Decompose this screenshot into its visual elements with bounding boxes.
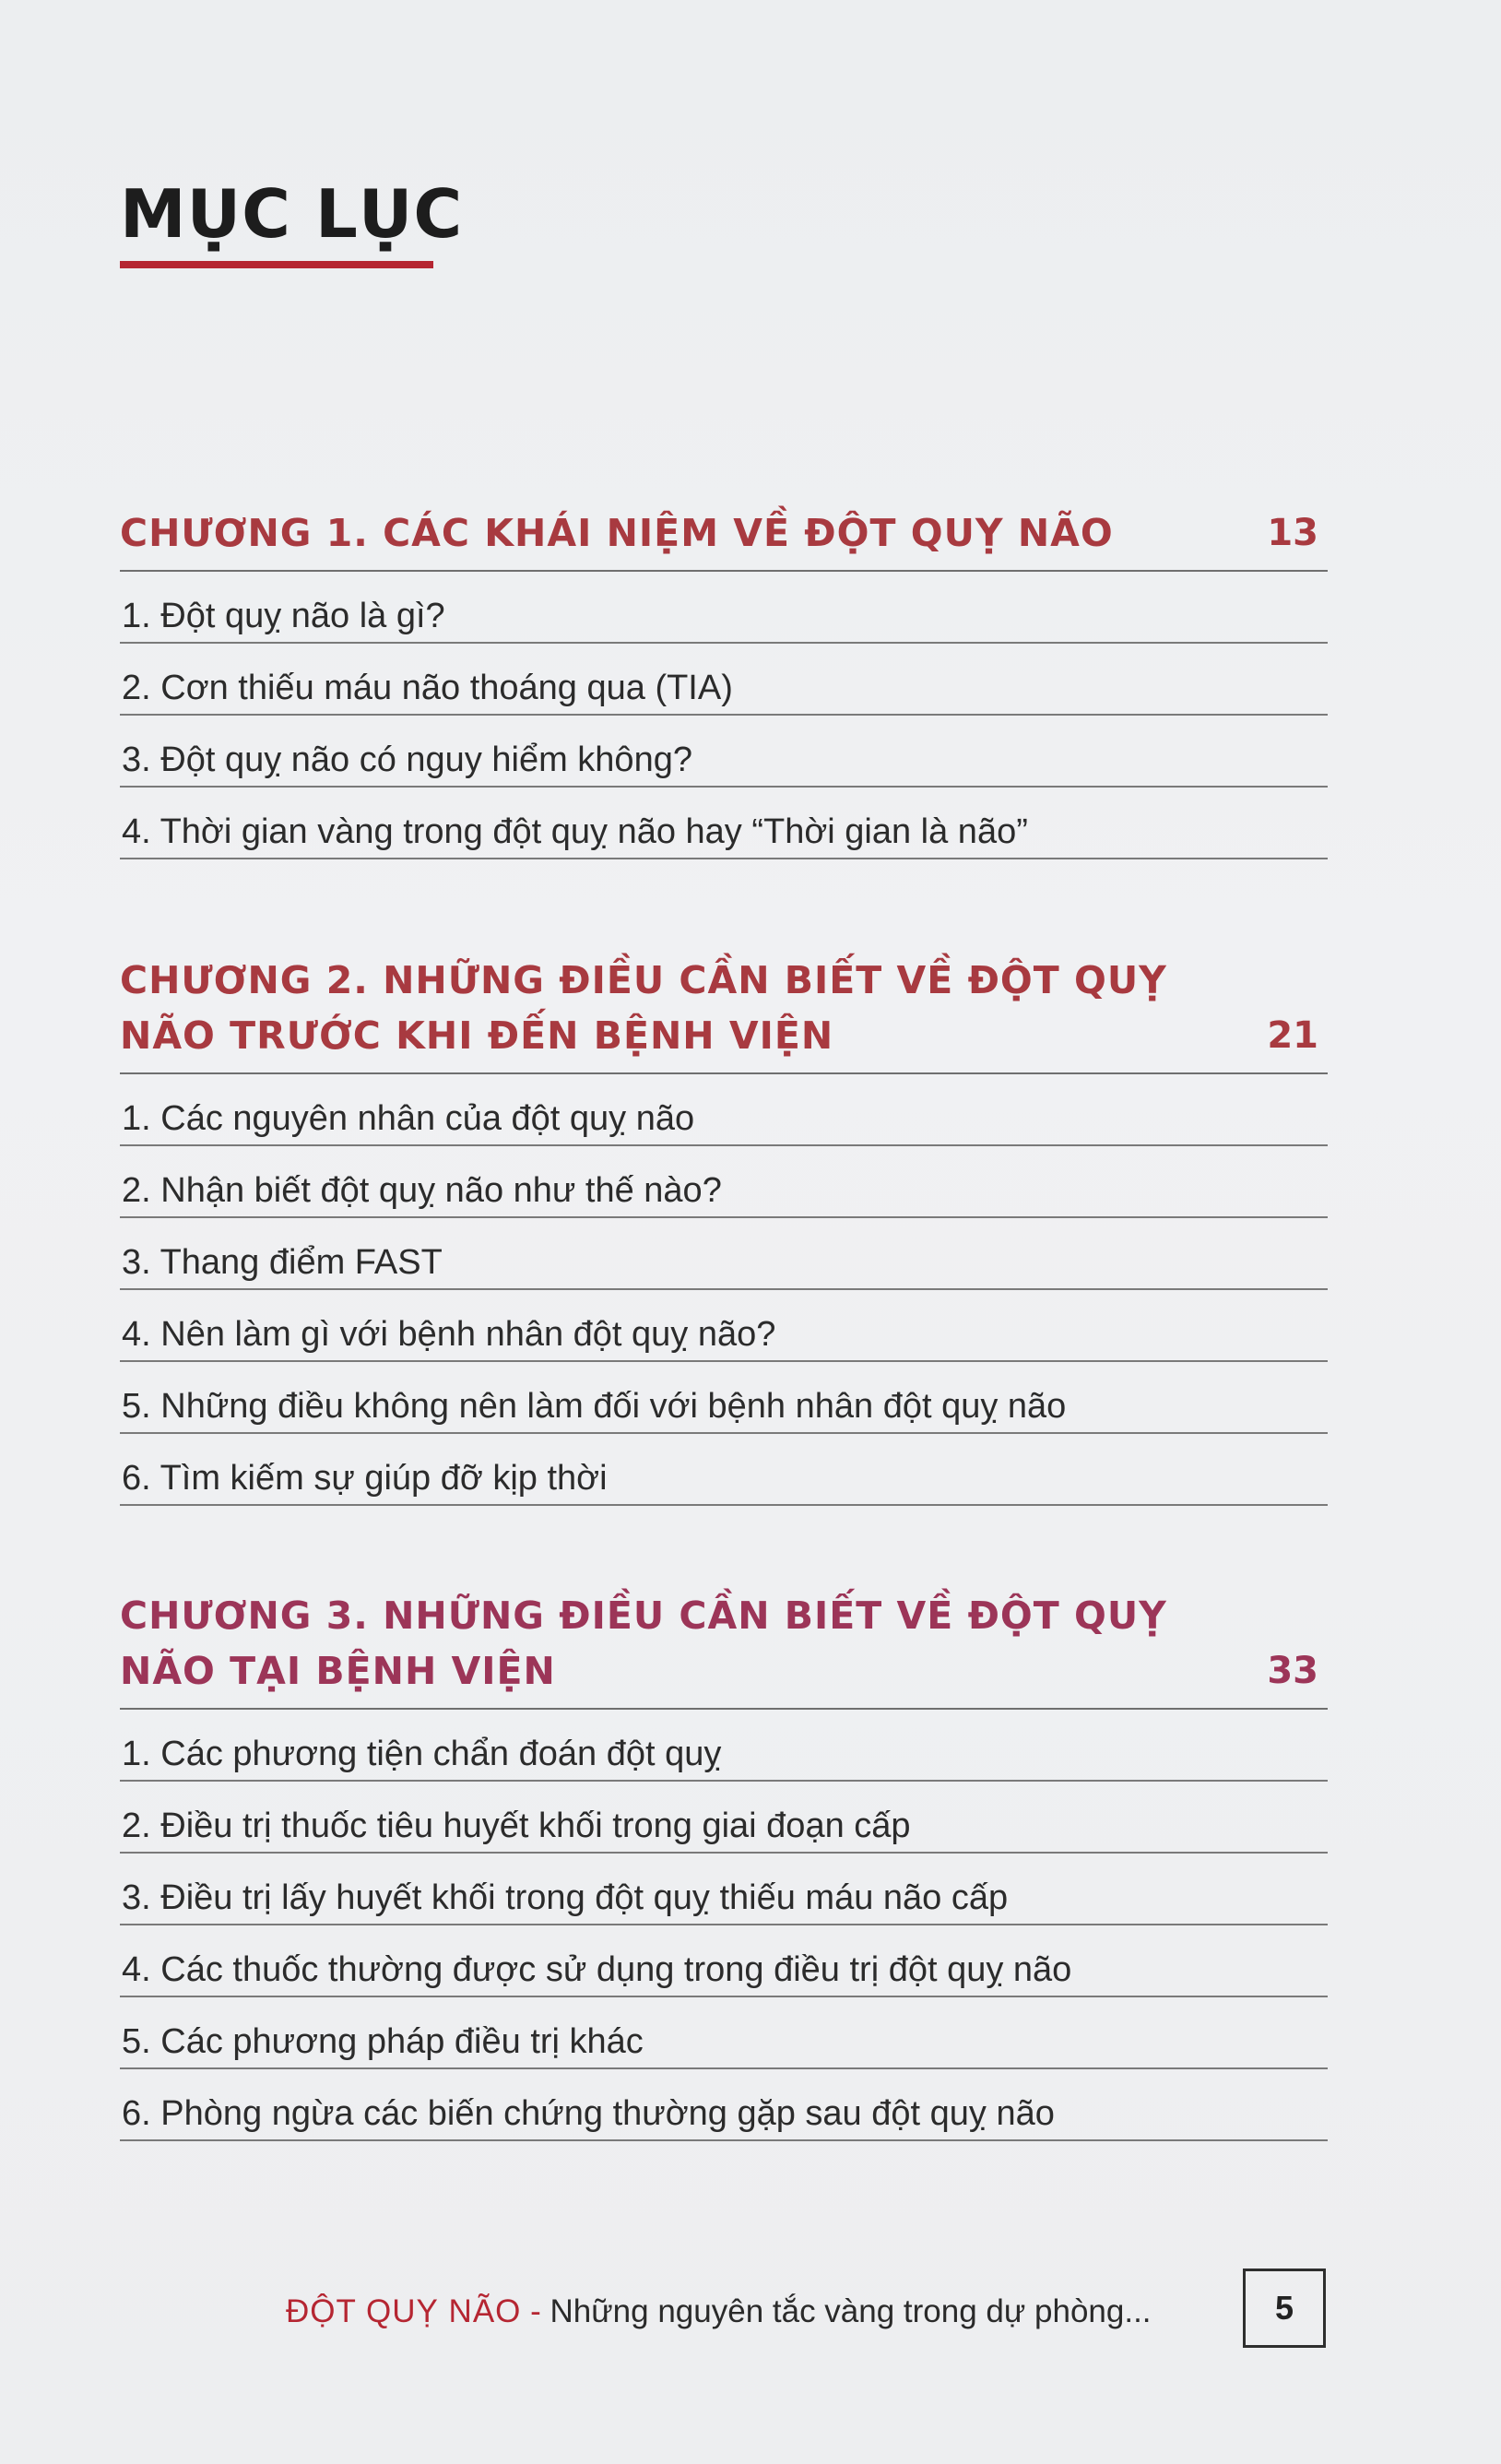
chapter-entries xyxy=(120,1074,1328,1506)
chapter-page-number: 33 xyxy=(1267,1650,1318,1692)
chapter-title-line: CHƯƠNG 2. NHỮNG ĐIỀU CẦN BIẾT VỀ ĐỘT QUỴ xyxy=(120,958,1167,1002)
toc-entry[interactable]: 4. Nên làm gì với bệnh nhân đột quỵ não? xyxy=(120,1290,1328,1362)
toc-entry[interactable]: 3. Điều trị lấy huyết khối trong đột quỵ thiếu máu não cấp xyxy=(120,1854,1328,1925)
title-underline xyxy=(120,261,433,268)
page-number: 5 xyxy=(1274,2289,1294,2327)
toc-entry[interactable]: 2. Điều trị thuốc tiêu huyết khối trong giai đoạn cấp xyxy=(120,1782,1328,1854)
toc-entry[interactable]: 6. Tìm kiếm sự giúp đỡ kịp thời xyxy=(120,1434,1328,1506)
chapter-title xyxy=(120,1588,1167,1699)
toc-entry[interactable]: 3. Thang điểm FAST xyxy=(120,1218,1328,1290)
toc-entry[interactable]: 1. Các phương tiện chẩn đoán đột quỵ xyxy=(120,1710,1328,1782)
footer-separator: - xyxy=(521,2293,550,2329)
chapter-3 xyxy=(120,1588,1328,2141)
chapter-1 xyxy=(120,505,1328,859)
toc-entry[interactable]: 3. Đột quỵ não có nguy hiểm không? xyxy=(120,716,1328,788)
chapter-title xyxy=(120,953,1167,1063)
page-title: MỤC LỤC xyxy=(120,175,464,253)
chapter-title-line: NÃO TRƯỚC KHI ĐẾN BỆNH VIỆN xyxy=(120,1013,834,1058)
chapter-page-number: 13 xyxy=(1267,512,1318,554)
chapter-heading[interactable] xyxy=(120,953,1328,1074)
toc-entry[interactable]: 5. Những điều không nên làm đối với bệnh nhân đột quỵ não xyxy=(120,1362,1328,1434)
chapter-heading[interactable] xyxy=(120,505,1328,572)
toc-entry[interactable]: 4. Thời gian vàng trong đột quỵ não hay “Thời gian là não” xyxy=(120,788,1328,859)
chapter-entries xyxy=(120,572,1328,859)
chapter-heading[interactable] xyxy=(120,1588,1328,1710)
page-number-box xyxy=(1243,2269,1326,2348)
chapter-title-line: CHƯƠNG 3. NHỮNG ĐIỀU CẦN BIẾT VỀ ĐỘT QUỴ xyxy=(120,1593,1167,1638)
chapter-entries xyxy=(120,1710,1328,2141)
page-footer xyxy=(286,2289,1152,2335)
toc-entry[interactable]: 2. Cơn thiếu máu não thoáng qua (TIA) xyxy=(120,644,1328,716)
toc-entry[interactable]: 2. Nhận biết đột quỵ não như thế nào? xyxy=(120,1146,1328,1218)
toc-entry[interactable]: 4. Các thuốc thường được sử dụng trong điều trị đột quỵ não xyxy=(120,1925,1328,1997)
toc-entry[interactable]: 5. Các phương pháp điều trị khác xyxy=(120,1997,1328,2069)
chapter-title-line: NÃO TẠI BỆNH VIỆN xyxy=(120,1649,556,1693)
toc-entry[interactable]: 1. Các nguyên nhân của đột quỵ não xyxy=(120,1074,1328,1146)
chapter-title-line: CHƯƠNG 1. CÁC KHÁI NIỆM VỀ ĐỘT QUỴ NÃO xyxy=(120,511,1114,555)
toc-entry[interactable]: 6. Phòng ngừa các biến chứng thường gặp sau đột quỵ não xyxy=(120,2069,1328,2141)
chapter-page-number: 21 xyxy=(1267,1014,1318,1057)
footer-book-title: ĐỘT QUỴ NÃO xyxy=(286,2293,522,2329)
footer-subtitle: Những nguyên tắc vàng trong dự phòng... xyxy=(550,2293,1152,2329)
chapter-title xyxy=(120,505,1114,561)
chapter-2 xyxy=(120,953,1328,1506)
toc-entry[interactable]: 1. Đột quỵ não là gì? xyxy=(120,572,1328,644)
